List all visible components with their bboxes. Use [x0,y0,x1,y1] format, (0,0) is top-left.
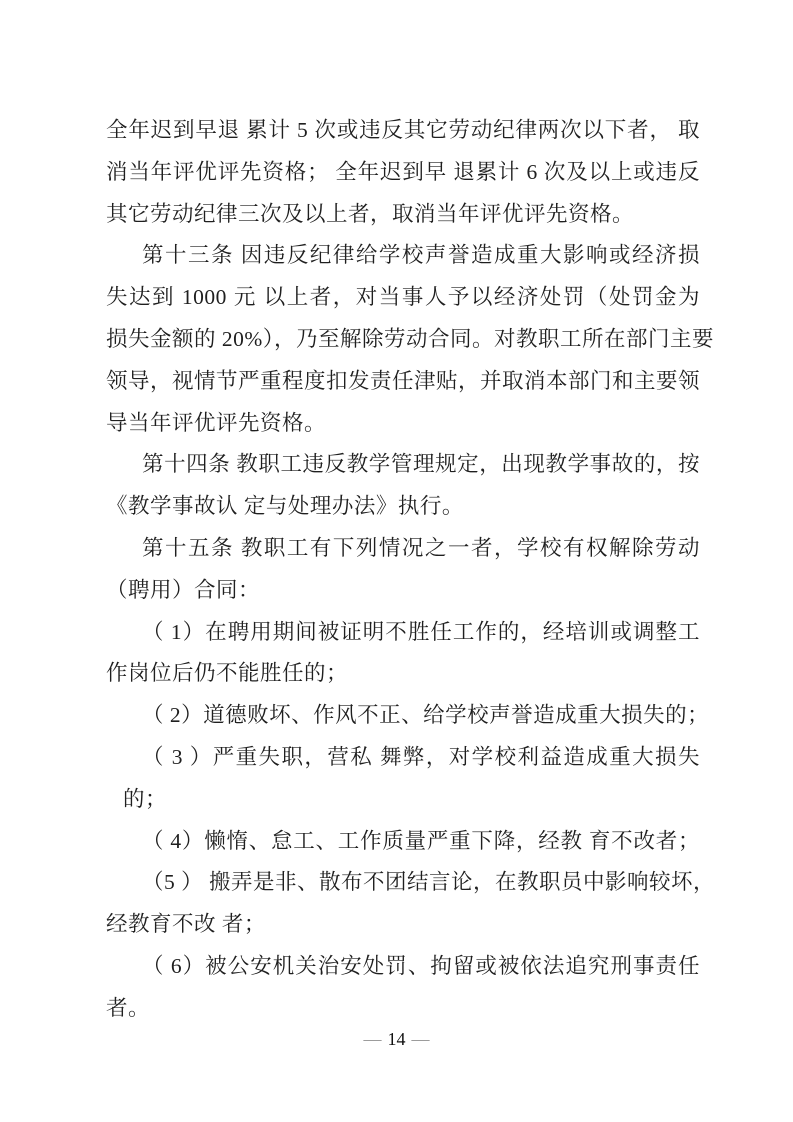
footer-dash-right: — [411,1029,430,1049]
text-line: 经教育不改 者； [106,912,266,937]
text-line: 者。 [106,995,151,1020]
text-line: 《教学事故认 定与处理办法》执行。 [106,494,464,519]
text-line: 失达到 1000 元 以上者，对当事人予以经济处罚（处罚金为 [106,285,700,310]
text-line: 领导，视情节严重程度扣发责任津贴，并取消本部门和主要领 [106,368,701,393]
text-line: （聘用）合同： [106,577,261,602]
text-line: 消当年评优评先资格； 全年迟到早 退累计 6 次及以上或违反 [106,159,700,184]
text-line: （ 3 ）严重失职，营私 舞弊，对学校利益造成重大损失 [142,744,700,769]
page-number: 14 [387,1029,406,1049]
text-line: （ 6）被公安机关治安处罚、拘留或被依法追究刑事责任 [142,953,700,978]
text-line: 作岗位后仍不能胜任的； [106,661,349,686]
text-line: 第十四条 教职工违反教学管理规定，出现教学事故的，按 [142,452,700,477]
page-footer [0,1026,793,1052]
text-line: 第十五条 教职工有下列情况之一者，学校有权解除劳动 [142,535,700,560]
text-line: （5 ） 搬弄是非、散布不团结言论，在教职员中影响较坏， [142,870,716,895]
text-line: 其它劳动纪律三次及以上者，取消当年评优评先资格。 [106,201,635,226]
text-line: 导当年评优评先资格。 [106,410,327,435]
document-body [106,110,716,1030]
text-line: 全年迟到早退 累计 5 次或违反其它劳动纪律两次以下者， 取 [106,118,700,142]
footer-dash-left: — [363,1029,382,1049]
text-line: （ 4）懒惰、怠工、工作质量严重下降，经教 育不改者； [142,828,700,853]
text-line: 第十三条 因违反纪律给学校声誉造成重大影响或经济损 [142,243,700,268]
text-line: （ 1）在聘用期间被证明不胜任工作的，经培训或调整工 [142,619,700,644]
text-line: 损失金额的 20%），乃至解除劳动合同。对教职工所在部门主要 [106,326,715,351]
text-line: （ 2）道德败坏、作风不正、给学校声誉造成重大损失的； [142,703,710,728]
text-line: 的； [123,786,168,811]
